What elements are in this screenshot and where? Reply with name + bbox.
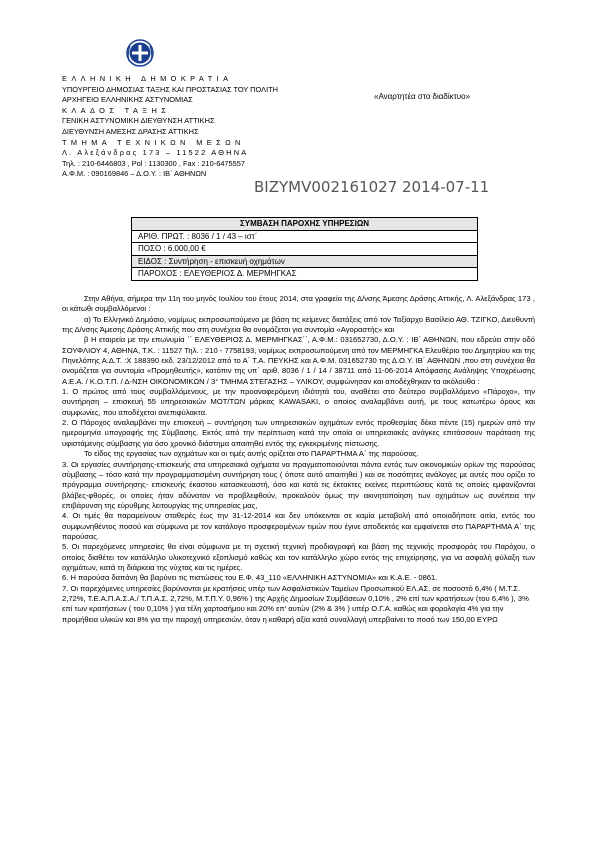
header-line: Α.Φ.Μ. : 090169846 – Δ.Ο.Υ. : ΙΒ΄ ΑΘΗΝΩΝ (62, 169, 207, 179)
contract-provider: ΠΑΡΟΧΟΣ : ΕΛΕΥΘΕΡΙΟΣ Δ. ΜΕΡΜΗΓΚΑΣ (138, 269, 297, 279)
intro-paragraph: Στην Αθήνα, σήμερα την 11η του μηνός Ιουλίου του έτους 2014, στα γραφεία της Δ/νσης Άμεσης Δράσης Αττικής, Λ. Αλεξάνδρας 173 , οι κάτωθι συμβαλλόμενοι : (62, 294, 535, 314)
header-line: ΥΠΟΥΡΓΕΙΟ ΔΗΜΟΣΙΑΣ ΤΑΞΗΣ ΚΑΙ ΠΡΟΣΤΑΣΙΑΣ ΤΟΥ ΠΟΛΙΤΗ (62, 84, 278, 94)
contract-title: ΣΥΜΒΑΣΗ ΠΑΡΟΧΗΣ ΥΠΗΡΕΣΙΩΝ (132, 218, 477, 231)
clause-7: 7. Οι παρεχόμενες υπηρεσίες βαρύνονται με κρατήσεις υπέρ των Ασφαλιστικών Ταμείων Προσωπικού ΕΛ.ΑΣ. σε ποσοστό 6,4% ( Μ.Τ.Σ. 2,72%, Τ.Ε.Α.Π.Α.Σ.Α./ Τ.Π.Α.Σ. 2,72%, Μ.Τ.Π.Υ. 0,96% ) της Αρχής Δημοσίων Συμβάσεων 0,10% , 2% επί των κρατήσεων (του 6,4% ), 3% επί των κρατήσεων ( του 0,10% ) για τέλη χαρτοσήμου και 20% επ' αυτών (2% & 3% ) υπέρ Ο.Γ.Α. καθώς και φορολογία 4% για την προμήθεια υλικών και 8% για την παροχή υπηρεσιών, όταν η καθαρή αξία κατά συναλλαγή υπερβαίνει το ποσό των 150,00 ΕΥΡΩ (62, 583, 529, 624)
header-line: ΚΛΑΔΟΣ ΤΑΞΗΣ (62, 105, 171, 115)
contract-amount: ΠΟΣΟ : 6.000,00 € (132, 243, 477, 256)
party-b-paragraph: β Η εταιρεία με την επωνυμία ΄΄ ΕΛΕΥΘΕΡΙΟΣ Δ. ΜΕΡΜΗΓΚΑΣ΄΄, Α.Φ.Μ.: 031652730, Δ.Ο.Υ. : ΙΒ΄ ΑΘΗΝΩΝ, που εδρεύει στην οδό ΣΟΥΦΛΙΟΥ 4, ΑΘΗΝΑ, Τ.Κ. : 11527 Τηλ. : 210 - 7758193, νομίμως εκπροσωπούμενη από τον ΜΕΡΜΗΓΚΑ Ελευθέριο του Δημητρίου και της Πηνελόπης Α.Δ.Τ. :Χ 188390 εκδ. 23/12/2012 από το Α΄ Τ.Α. ΠΕΥΚΗΣ και Α.Φ.Μ. 031652730 της Δ.Ο.Υ. ΙΒ΄ ΑΘΗΝΩΝ ,που στη συνέχεια θα ονομάζεται για συντομία «Προμηθευτής», κατόπιν της υπ΄ αριθ. 8036 / 1 / 14 / 38711 από 11-06-2014 Απόφασης Ανάληψης Υποχρέωσης Α.Ε.Α. / Κ.Ο.Τ.Π. / Δ-ΝΣΗ ΟΙΚΟΝΟΜΙΚΩΝ / 3° ΤΜΗΜΑ ΣΤΕΓΑΣΗΣ – ΥΛΙΚΟΥ, συμφώνησαν και αποδέχθηκαν τα ακόλουθα : (62, 335, 535, 386)
clause-6: 6. Η παρούσα δαπάνη θα βαρύνει τις πιστώσεις του Ε.Φ. 43_110 «ΕΛΛΗΝΙΚΗ ΑΣΤΥΝΟΜΙΑ» και Κ.Α.Ε. - 0861. (62, 573, 438, 583)
issuer-header (62, 74, 332, 180)
ada-stamp: BΙΖΥMV002161027 2014-07-11 (254, 178, 490, 196)
clause-5: 5. Οι παρεχόμενες υπηρεσίες θα είναι σύμφωνα με τη σχετική τεχνική προδιαγραφή και βάση της τεχνικής προσφοράς του Παρόχου, ο οποίος διαθέτει τον κατάλληλο υλικοτεχνικό εξοπλισμό καθώς και τον κατάλληλο χώρο εντός της επιχείρησης, για να ασφαλή φύλαξη των οχημάτων, κατά τη διάρκεια της νύχτας και τις ημέρες. (62, 542, 535, 572)
contract-protocol: ΑΡΙΘ. ΠΡΩΤ. : 8036 / 1 / 43 – ιστ΄ (132, 231, 477, 244)
clause-3: 3. Οι εργασίες συντήρησης-επισκευής στα υπηρεσιακά οχήματα να πραγματοποιούνται πάντα εντός των οικονομικών ορίων της παρούσας σύμβασης – τόσο κατά την προγραμματισμένη συντήρηση τους ( όποτε αυτό απαιτηθεί ) και σε ποσότητες ανάλογες με αυτές που ορίζει το πρόγραμμα συντήρησης- επισκευής έκαστου κατασκευαστή, όσο και κατά τις έκτακτες εκείνες περιπτώσεις κατά τις οποίες εμφανίζονται βλάβες-φθορές, οι οποίες ήταν αδύνατον να προβλεφθούν, προκαλούν όμως την ακινητοποίηση των οχημάτων ως συνέπεια την επιβάρυνση της εύρυθμης λειτουργίας της υπηρεσίας μας, (62, 459, 535, 510)
party-a-paragraph: α) Το Ελληνικό Δημόσιο, νομίμως εκπροσωπούμενο με βάση τις κείμενες διατάξεις από τον Ταξίαρχο Βασίλειο ΑΘ. ΤΖΙΓΚΟ, Διευθυντή της Δ/νσης Άμεσης Δράσης Αττικής που στη συνέχεια θα ονομάζεται για συντομία «Αγοραστής» και (62, 314, 535, 335)
contract-summary-box (131, 217, 478, 281)
header-line: ΓΕΝΙΚΗ ΑΣΤΥΝΟΜΙΚΗ ΔΙΕΥΘΥΝΣΗ ΑΤΤΙΚΗΣ (62, 116, 215, 126)
header-line: ΕΛΛΗΝΙΚΗ ΔΗΜΟΚΡΑΤΙΑ (62, 74, 233, 83)
header-line: ΤΜΗΜΑ ΤΕΧΝΙΚΩΝ ΜΕΣΩΝ (62, 137, 245, 147)
clause-2-annex-note: Το είδος της εργασίας των οχημάτων και οι τιμές αυτής ορίζεται στο ΠΑΡΑΡΤΗΜΑ Α΄ της παρούσας. (84, 449, 419, 459)
contract-type: ΕΙΔΟΣ : Συντήρηση - επισκευή οχημάτων (132, 256, 477, 269)
upload-note: «Αναρτητέα στο διαδίκτυο» (374, 92, 471, 101)
header-line: ΑΡΧΗΓΕΙΟ ΕΛΛΗΝΙΚΗΣ ΑΣΤΥΝΟΜΙΑΣ (62, 95, 193, 105)
contract-body (62, 294, 535, 625)
clause-1: 1. Ο πρώτος από τους συμβαλλόμενους, με την προαναφερόμενη ιδιότητά του, αναθέτει στο δεύτερο συμβαλλόμενο «Πάροχο», την συντήρηση – επισκευή 55 υπηρεσιακών ΜΟΤ/ΤΩΝ μάρκας KAWASAKI, ο οποίος αναλαμβάνει αυτή, με τους κατωτέρω όρους και συμφωνίες, που αποδέχεται ανεπιφύλακτα. (62, 387, 535, 417)
header-line: Λ. Αλεξάνδρας 173 – 11522 ΑΘΗΝΑ (62, 148, 249, 158)
header-line: ΔΙΕΥΘΥΝΣΗ ΑΜΕΣΗΣ ΔΡΑΣΗΣ ΑΤΤΙΚΗΣ (62, 126, 199, 136)
clause-4: 4. Οι τιμές θα παραμείνουν σταθερές έως την 31-12-2014 και δεν υπόκεινται σε καμία μεταβολή από οποιαδήποτε αιτία, εντός του συμφωνηθέντος ποσού και σύμφωνα με τον κατάλογο προσφερομένων τιμών που έγινε αποδεκτός και εμφαίνεται στο ΠΑΡΑΡΤΗΜΑ Α΄ της παρούσας. (62, 511, 535, 541)
clause-2: 2. Ο Πάροχος αναλαμβάνει την επισκευή – συντήρηση των υπηρεσιακών οχημάτων εντός προθεσμίας δέκα πέντε (15) ημερών από την ημερομηνία υπογραφής της Σύμβασης. Εκτός από την περίπτωση κατά την οποία οι υπηρεσιακές ανάγκες επιτάσσουν παράταση της υφιστάμενης σύμβασης για όσο χρονικό διάστημα απαιτηθεί εντός της εγκεκριμένης πίστωσης. (62, 418, 535, 448)
greek-state-emblem-icon (126, 39, 154, 67)
header-line: Τηλ. : 210-6446803 , Pol : 1130300 , Fax : 210-6475557 (62, 158, 245, 168)
